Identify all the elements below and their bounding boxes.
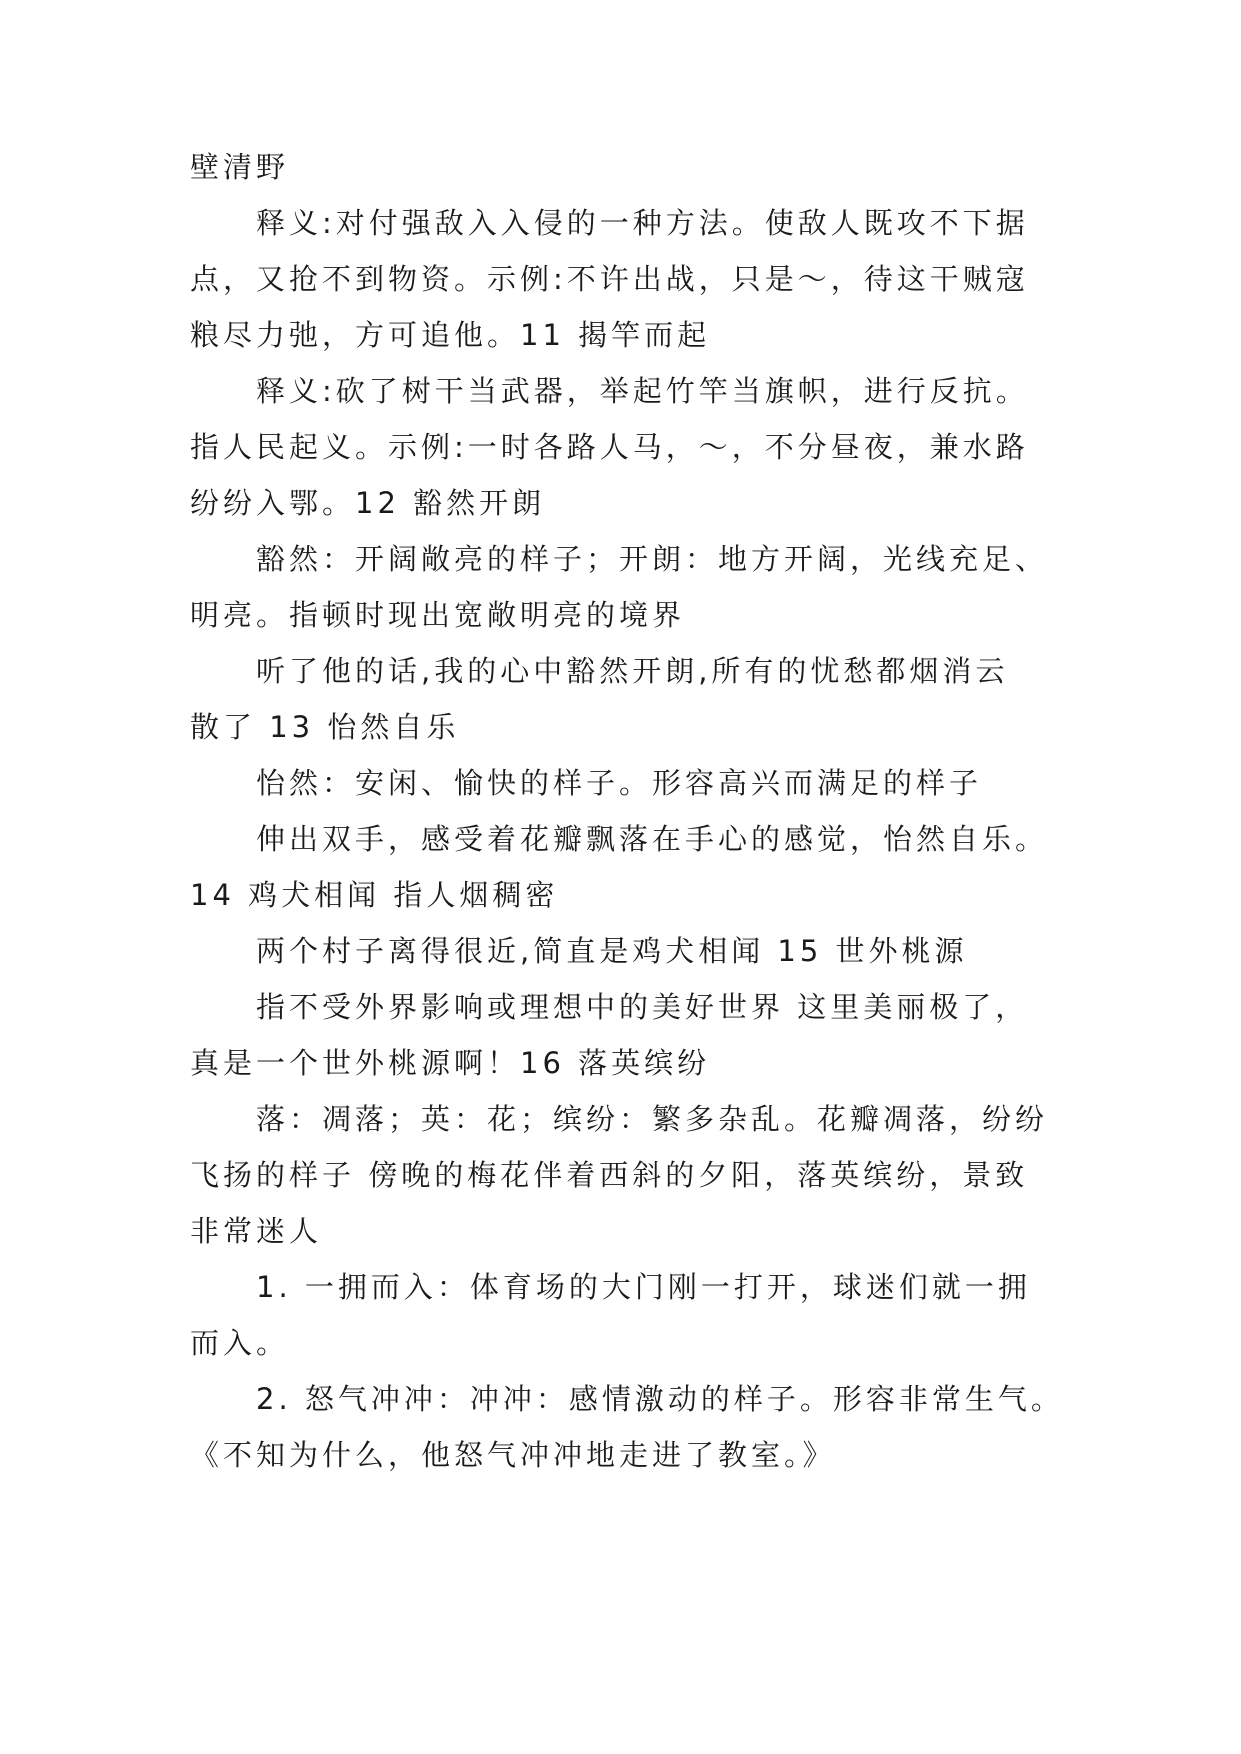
text-line: 点，又抢不到物资。示例:不许出战，只是～，待这干贼寇: [190, 262, 1029, 296]
text-line: 明亮。指顿时现出宽敞明亮的境界: [190, 598, 686, 632]
text-line: 2. 怒气冲冲：冲冲：感情激动的样子。形容非常生气。: [256, 1382, 1064, 1416]
text-line: 怡然：安闲、愉快的样子。形容高兴而满足的样子: [256, 766, 983, 800]
text-line: 而入。: [190, 1326, 290, 1360]
text-line: 指不受外界影响或理想中的美好世界 这里美丽极了，: [256, 990, 1029, 1024]
text-line: 落：凋落；英：花；缤纷：繁多杂乱。花瓣凋落，纷纷: [256, 1102, 1049, 1136]
text-line: 壁清野: [190, 150, 290, 184]
text-line: 指人民起义。示例:一时各路人马，～，不分昼夜，兼水路: [190, 430, 1029, 464]
text-line: 1. 一拥而入：体育场的大门刚一打开，球迷们就一拥: [256, 1270, 1031, 1304]
text-line: 释义:砍了树干当武器，举起竹竿当旗帜，进行反抗。: [256, 374, 1029, 408]
text-line: 听了他的话,我的心中豁然开朗,所有的忧愁都烟消云: [256, 654, 1009, 688]
text-line: 《不知为什么，他怒气冲冲地走进了教室。》: [190, 1438, 836, 1472]
text-line: 伸出双手，感受着花瓣飘落在手心的感觉，怡然自乐。: [256, 822, 1049, 856]
text-line: 纷纷入鄂。12 豁然开朗: [190, 486, 546, 520]
text-line: 散了 13 怡然自乐: [190, 710, 460, 744]
text-line: 释义:对付强敌入入侵的一种方法。使敌人既攻不下据: [256, 206, 1029, 240]
text-line: 14 鸡犬相闻 指人烟稠密: [190, 878, 559, 912]
text-line: 真是一个世外桃源啊！16 落英缤纷: [190, 1046, 711, 1080]
text-line: 飞扬的样子 傍晚的梅花伴着西斜的夕阳，落英缤纷，景致: [190, 1158, 1029, 1192]
text-line: 两个村子离得很近,简直是鸡犬相闻 15 世外桃源: [256, 934, 968, 968]
text-line: 豁然：开阔敞亮的样子；开朗：地方开阔，光线充足、: [256, 542, 1049, 576]
text-line: 非常迷人: [190, 1214, 323, 1248]
text-line: 粮尽力弛，方可追他。11 揭竿而起: [190, 318, 711, 352]
